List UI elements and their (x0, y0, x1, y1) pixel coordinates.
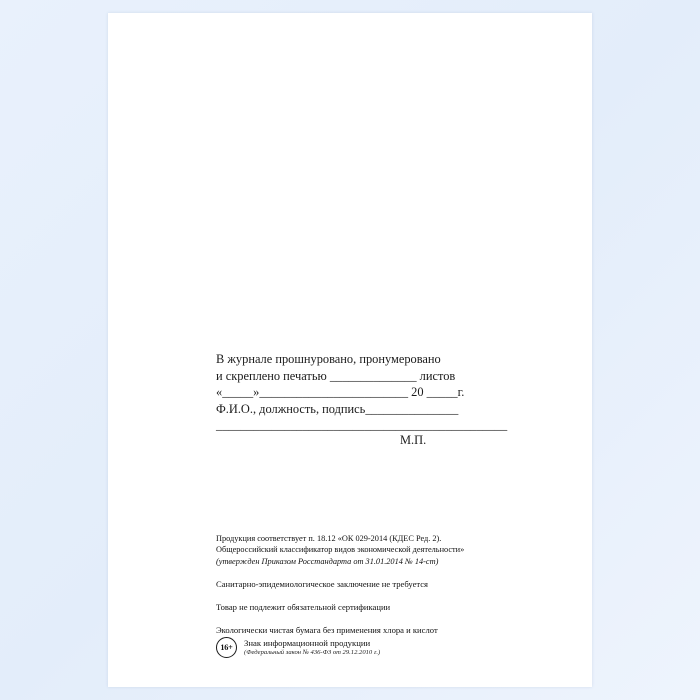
legal-line-3: (утвержден Приказом Росстандарта от 31.01.2014 № 14-ст) (216, 556, 439, 566)
legal-spacer-2 (216, 590, 556, 601)
statement-line-2: и скреплено печатью ______________ листов (216, 368, 456, 383)
document-page (108, 13, 592, 687)
age-rating-row (216, 637, 380, 658)
legal-line-4: Санитарно-эпидемиологическое заключение не требуется (216, 579, 429, 590)
statement-line-4: Ф.И.О., должность, подпись_______________ (216, 401, 459, 416)
age-rating-law: (Федеральный закон № 436-ФЗ от 29.12.2010 г.) (244, 649, 381, 657)
legal-spacer-3 (216, 613, 556, 624)
legal-spacer-1 (216, 567, 556, 578)
legal-line-2: Общероссийский классификатор видов экономической деятельности» (216, 545, 465, 555)
certification-statement-block (216, 351, 546, 434)
age-rating-icon: 16+ (216, 637, 237, 658)
statement-line-1: В журнале прошнуровано, пронумеровано (216, 352, 441, 366)
age-rating-label: Знак информационной продукции (244, 637, 371, 648)
age-rating-texts (244, 638, 380, 658)
legal-line-1: Продукция соответствует п. 18.12 «ОК 029-2014 (КДЕС Ред. 2). (216, 534, 442, 543)
legal-line-5: Товар не подлежит обязательной сертификации (216, 602, 391, 613)
legal-notice-block (216, 533, 556, 636)
statement-line-3: «_____»________________________ 20 _____г. (216, 385, 465, 399)
legal-line-6: Экологически чистая бумага без применения хлора и кислот (216, 625, 438, 636)
stamp-place-label: М.П. (400, 433, 427, 447)
statement-line-5: _______________________________________________ (216, 418, 508, 432)
